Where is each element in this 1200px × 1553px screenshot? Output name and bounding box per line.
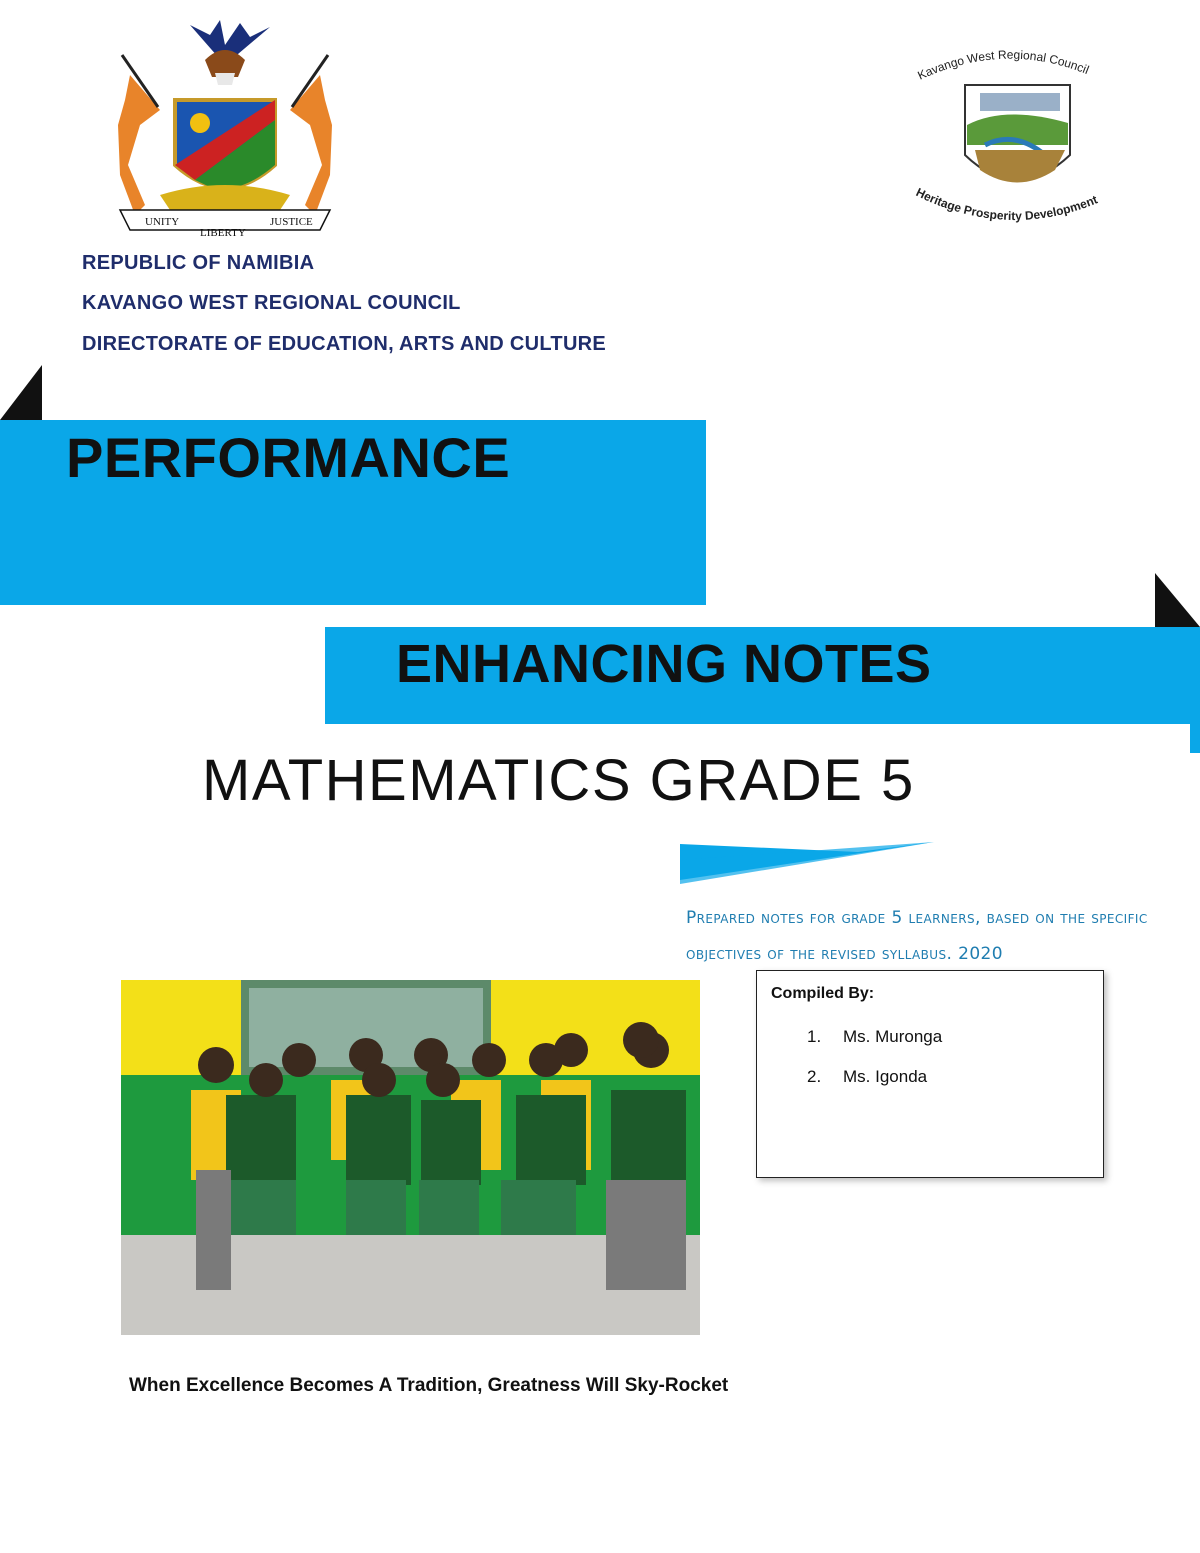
compiled-by-box: [756, 970, 1104, 1178]
compiled-by-label: Compiled By:: [771, 985, 875, 1002]
title-enhancing-notes: ENHANCING NOTES: [396, 634, 932, 694]
learners-group-photo: [121, 980, 700, 1335]
title-performance: PERFORMANCE: [66, 426, 511, 489]
authors-list: [807, 1027, 942, 1107]
header-regional-council: KAVANGO WEST REGIONAL COUNCIL: [82, 292, 461, 314]
decorative-triangle-left: [0, 365, 42, 420]
title-band-tail: [1190, 720, 1200, 753]
author-item: 2. Ms. Igonda: [807, 1067, 928, 1086]
ribbon-unity: UNITY: [145, 216, 180, 228]
logo-top-text: Kavango West Regional Council: [915, 47, 1092, 83]
motto-text: When Excellence Becomes A Tradition, Greatness Will Sky-Rocket: [129, 1375, 729, 1396]
namibia-coat-of-arms: [100, 15, 350, 240]
ribbon-liberty: LIBERTY: [200, 227, 246, 239]
logo-bottom-text: Heritage Prosperity Development: [913, 185, 1100, 224]
subject-title: MATHEMATICS GRADE 5: [202, 748, 915, 813]
description-text: Prepared notes for grade 5 learners, based on the specific objectives of the revised syllabus. 2020: [686, 908, 1148, 964]
author-name: Ms. Igonda: [843, 1067, 928, 1086]
ribbon-justice: JUSTICE: [270, 216, 313, 228]
header-republic: REPUBLIC OF NAMIBIA: [82, 252, 315, 274]
author-item: 1. Ms. Muronga: [807, 1027, 943, 1046]
kavango-west-regional-council-logo: [905, 45, 1125, 235]
decorative-triangle-right: [1155, 573, 1200, 627]
author-name: Ms. Muronga: [843, 1027, 943, 1046]
decorative-blue-slash: [678, 840, 936, 886]
header-directorate: DIRECTORATE OF EDUCATION, ARTS AND CULTURE: [82, 333, 607, 355]
